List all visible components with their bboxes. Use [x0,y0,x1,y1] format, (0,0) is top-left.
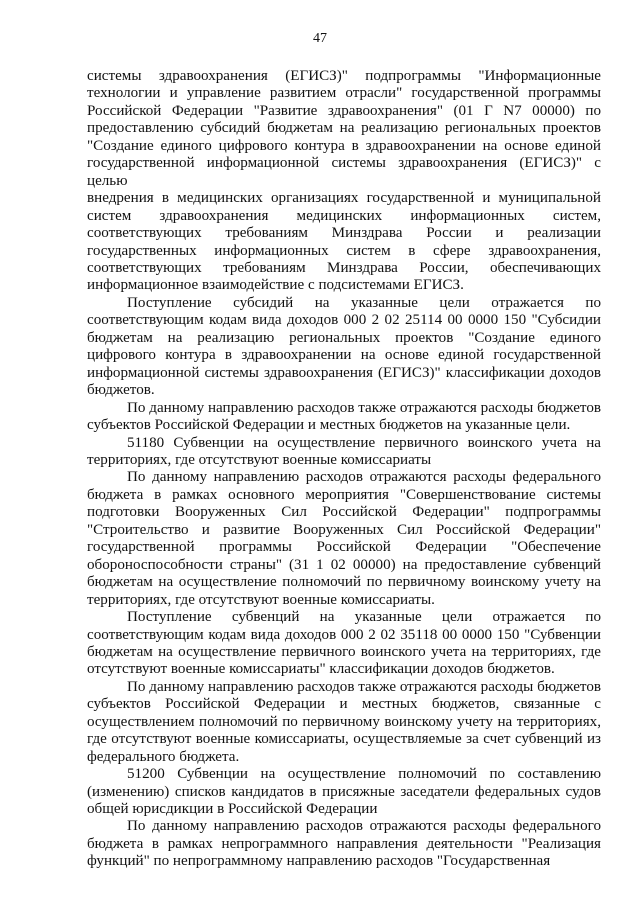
text-line [87,225,601,242]
text-line-content: информационное взаимодействие с подсистемами ЕГИСЗ. [87,277,464,294]
text-line [87,469,601,486]
text-line [87,417,601,434]
text-line-content: где отсутствуют военные комиссариаты, осуществляемые за счет субвенций из [87,731,601,748]
text-line [87,487,601,504]
text-line-content: соответствующим кодам вида доходов 000 2 02 35118 00 0000 150 "Субвенции [87,626,601,643]
text-line-content: информационной системы здравоохранения (ЕГИСЗ)" классификации доходов [87,364,601,381]
text-line-content: Поступление субвенций на указанные цели отражается по [127,609,601,626]
text-line [87,522,601,539]
text-line [87,784,601,801]
text-line-content: государственных информационных систем в сфере здравоохранения, [87,242,601,259]
text-line [87,801,601,818]
text-line [87,400,601,417]
text-line-content: обороноспособности страны" (31 1 02 00000) на предоставление субвенций [87,556,601,573]
text-line [87,452,601,469]
text-line-content: функций" по непрограммному направлению расходов "Государственная [87,853,551,870]
text-line [87,539,601,556]
text-line-content: государственной программы Российской Федерации "Обеспечение [87,539,601,556]
text-line-content: предоставлению субсидий бюджетам на реализацию региональных проектов [87,120,601,137]
text-line [87,504,601,521]
text-line [87,365,601,382]
text-line-content: государственной информационной системы здравоохранения (ЕГИСЗ)" с целью [87,155,601,189]
text-line [87,679,601,696]
text-line [87,435,601,452]
text-line [87,609,601,626]
text-line-content: 51180 Субвенции на осуществление первичного воинского учета на [127,434,601,451]
text-line-content: "Строительство и развитие Вооруженных Сил Российской Федерации" [87,521,601,538]
text-line [87,557,601,574]
text-line [87,260,601,277]
text-line-content: По данному направлению расходов отражаются расходы федерального [127,469,601,486]
text-line-content: По данному направлению расходов также отражаются расходы бюджетов [127,399,601,416]
text-line-content: цифрового контура в здравоохранении на основе единой государственной [87,347,601,364]
text-line [87,574,601,591]
text-line-content: подготовки Вооруженных Сил Российской Федерации" подпрограммы [87,504,601,521]
text-line-content: соответствующих требованиям Минздрава России, обеспечивающих [87,259,601,276]
text-line [87,68,601,85]
text-line-content: внедрения в медицинских организациях государственной и муниципальной [87,190,601,207]
text-line [87,853,601,870]
text-line-content: бюджетам на реализацию региональных проектов "Создание единого [87,329,601,346]
text-line-content: Поступление субсидий на указанные цели отражается по [127,294,601,311]
text-line [87,627,601,644]
text-line-content: системы здравоохранения (ЕГИСЗ)" подпрограммы "Информационные [87,68,601,84]
text-line [87,714,601,731]
text-line-content: субъектов Российской Федерации и местных бюджетов, связанные с [87,696,601,713]
document-body [87,68,601,871]
text-line [87,592,601,609]
text-line-content: систем здравоохранения медицинских информационных систем, [87,207,601,224]
text-line [87,155,601,190]
text-line-content: бюджета в рамках основного мероприятия "Совершенствование системы [87,486,601,503]
text-line-content: осуществлением полномочий по первичному воинскому учету на территориях, [87,713,601,730]
text-line [87,277,601,294]
text-line-content: бюджетам на осуществление первичного воинского учета на территориях, где [87,643,601,660]
text-line-content: территориях, где отсутствуют военные комиссариаты. [87,591,435,608]
text-line-content: субъектов Российской Федерации и местных бюджетов на указанные цели. [87,417,571,434]
text-line-content: отсутствуют военные комиссариаты" классификации доходов бюджетов. [87,661,555,678]
text-line [87,330,601,347]
text-line [87,661,601,678]
text-line-content: технологии и управление развитием отрасли" государственной программы [87,85,601,102]
text-line-content: общей юрисдикции в Российской Федерации [87,801,378,818]
text-line [87,208,601,225]
text-line-content: (изменению) списков кандидатов в присяжные заседатели федеральных судов [87,783,601,800]
text-line-content: соответствующим кодам вида доходов 000 2 02 25114 00 0000 150 "Субсидии [87,312,601,329]
text-line [87,312,601,329]
text-line [87,731,601,748]
text-line [87,243,601,260]
text-line [87,644,601,661]
text-line [87,295,601,312]
text-line-content: По данному направлению расходов отражаются расходы федерального [127,818,601,835]
text-line-content: 51200 Субвенции на осуществление полномочий по составлению [127,766,601,783]
text-line [87,766,601,783]
text-line-content: территориях, где отсутствуют военные комиссариаты [87,451,432,468]
text-line [87,836,601,853]
text-line-content: бюджета в рамках непрограммного направления деятельности "Реализация [87,835,601,852]
text-line-content: соответствующих требованиям Минздрава России и реализации [87,225,601,242]
text-line [87,120,601,137]
text-line-content: бюджетов. [87,382,155,399]
text-line [87,190,601,207]
text-line [87,85,601,102]
text-line [87,749,601,766]
text-line-content: Российской Федерации "Развитие здравоохранения" (01 Г N7 00000) по [87,102,601,119]
text-line-content: бюджетам на осуществление полномочий по первичному воинскому учету на [87,574,601,591]
text-line [87,382,601,399]
text-line [87,103,601,120]
page-number: 47 [313,31,327,46]
text-line [87,818,601,835]
text-line [87,347,601,364]
text-line-content: федерального бюджета. [87,748,240,765]
text-line-content: "Создание единого цифрового контура в здравоохранении на основе единой [87,137,601,154]
text-line [87,696,601,713]
text-line [87,138,601,155]
text-line-content: По данному направлению расходов также отражаются расходы бюджетов [127,678,601,695]
